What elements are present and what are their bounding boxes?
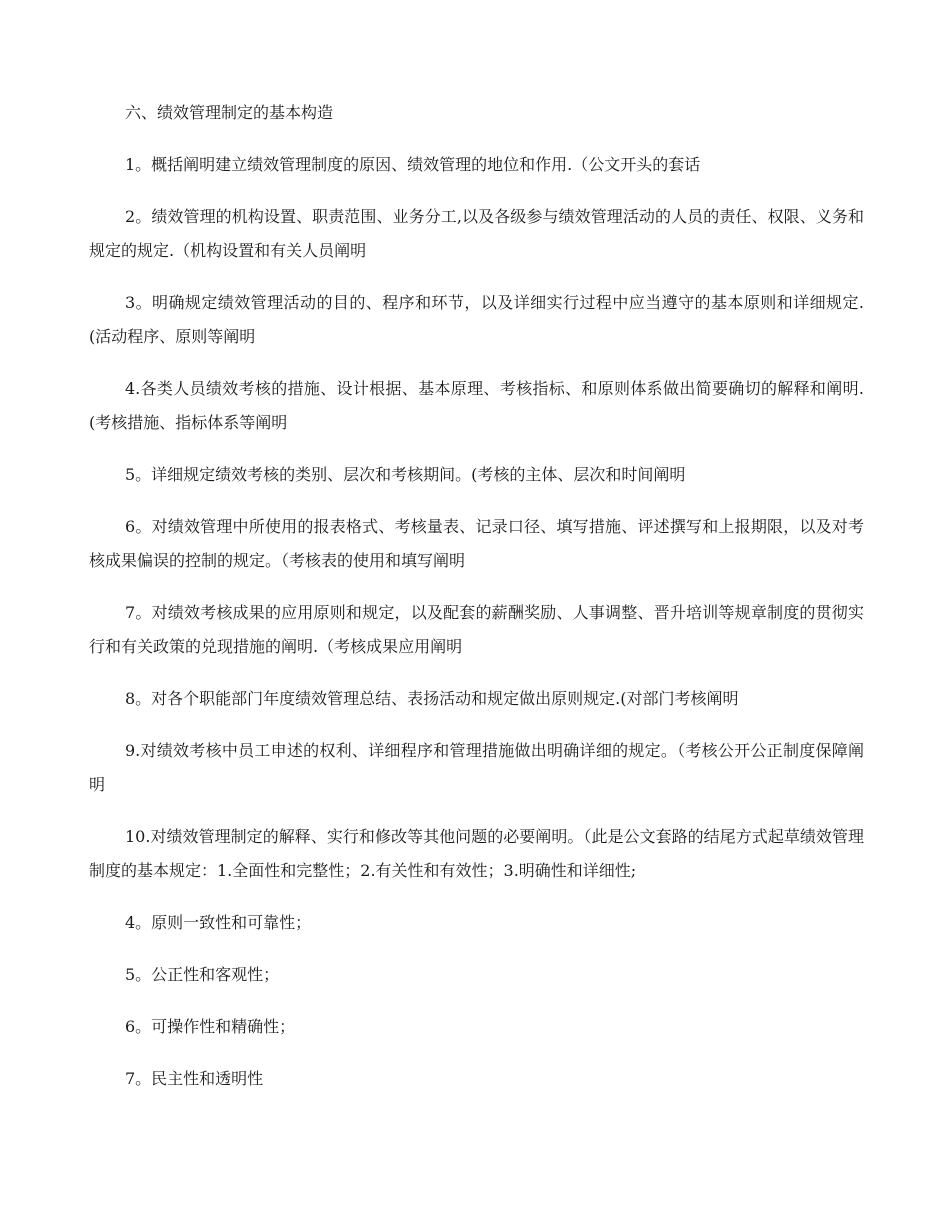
paragraph-6: 6。对绩效管理中所使用的报表格式、考核量表、记录口径、填写措施、评述撰写和上报期限，以及对考核成果偏误的控制的规定。（考核表的使用和填写阐明 <box>89 517 864 570</box>
requirement-6: 6。可操作性和精确性； <box>125 1017 296 1036</box>
requirement-4: 4。原则一致性和可靠性； <box>125 913 312 932</box>
paragraph-9: 9.对绩效考核中员工申述的权利、详细程序和管理措施做出明确详细的规定。（考核公开公正制度保障阐明 <box>89 741 864 794</box>
section-heading: 六、绩效管理制定的基本构造 <box>125 103 334 122</box>
paragraph-7: 7。对绩效考核成果的应用原则和规定，以及配套的薪酬奖励、人事调整、晋升培训等规章制度的贯彻实行和有关政策的兑现措施的阐明.（考核成果应用阐明 <box>89 603 864 656</box>
requirement-5: 5。公正性和客观性； <box>125 965 280 984</box>
paragraph-1: 1。概括阐明建立绩效管理制度的原因、绩效管理的地位和作用.（公文开头的套话 <box>125 155 701 174</box>
requirement-7: 7。民主性和透明性 <box>125 1069 264 1088</box>
paragraph-5: 5。详细规定绩效考核的类别、层次和考核期间。(考核的主体、层次和时间阐明 <box>125 465 686 484</box>
paragraph-4: 4.各类人员绩效考核的措施、设计根据、基本原理、考核指标、和原则体系做出简要确切的解释和阐明.(考核措施、指标体系等阐明 <box>89 379 864 432</box>
paragraph-8: 8。对各个职能部门年度绩效管理总结、表扬活动和规定做出原则规定.(对部门考核阐明 <box>125 689 739 708</box>
paragraph-3: 3。明确规定绩效管理活动的目的、程序和环节，以及详细实行过程中应当遵守的基本原则和详细规定.(活动程序、原则等阐明 <box>89 293 864 346</box>
paragraph-10: 10.对绩效管理制定的解释、实行和修改等其他问题的必要阐明。（此是公文套路的结尾方式起草绩效管理制度的基本规定：1.全面性和完整性；2.有关性和有效性；3.明确性和详细性; <box>89 827 864 880</box>
document-body <box>89 96 864 1096</box>
paragraph-2: 2。绩效管理的机构设置、职责范围、业务分工,以及各级参与绩效管理活动的人员的责任、权限、义务和规定的规定.（机构设置和有关人员阐明 <box>89 207 864 260</box>
